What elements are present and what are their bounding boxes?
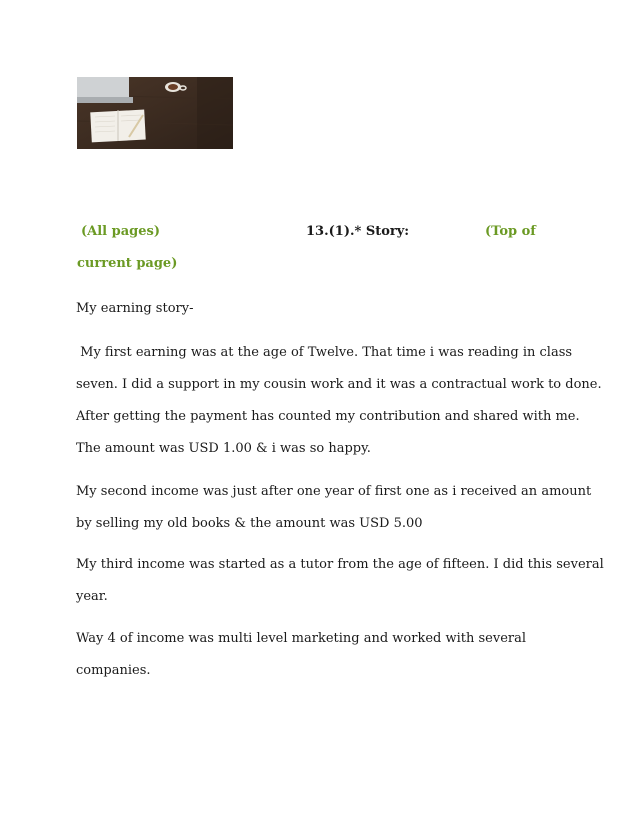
- text-line: The amount was USD 1.00 & i was so happy.: [76, 441, 371, 456]
- paragraph-first-earning: [76, 337, 602, 465]
- text-line: My first earning was at the age of Twelve. That time i was reading in class: [76, 345, 573, 360]
- top-of-current-page-link[interactable]: (Top of: [485, 224, 536, 239]
- desk-photo: [77, 77, 233, 149]
- text-line: My second income was just after one year of first one as i received an amount: [76, 484, 592, 499]
- story-title: 13.(1).* Story:: [306, 224, 410, 239]
- text-line: After getting the payment has counted my contribution and shared with me.: [76, 409, 580, 424]
- all-pages-link[interactable]: (All pages): [81, 224, 160, 239]
- text-line: by selling my old books & the amount was USD 5.00: [76, 516, 423, 531]
- top-of-current-page-link-continued[interactable]: current page): [77, 256, 178, 271]
- paragraph-third-income: [76, 549, 604, 613]
- paragraph-fourth-income: [76, 623, 576, 687]
- text-line: Way 4 of income was multi level marketing and worked with several: [76, 631, 527, 646]
- text-line: seven. I did a support in my cousin work and it was a contractual work to done.: [76, 377, 602, 392]
- heading-text: My earning story-: [76, 301, 194, 316]
- text-line: companies.: [76, 663, 151, 678]
- text-line: My third income was started as a tutor from the age of fifteen. I did this several: [76, 557, 604, 572]
- text-line: year.: [76, 589, 108, 604]
- story-heading: [76, 293, 576, 325]
- paragraph-second-income: [76, 476, 592, 540]
- desk-photo-illustration: [77, 77, 233, 149]
